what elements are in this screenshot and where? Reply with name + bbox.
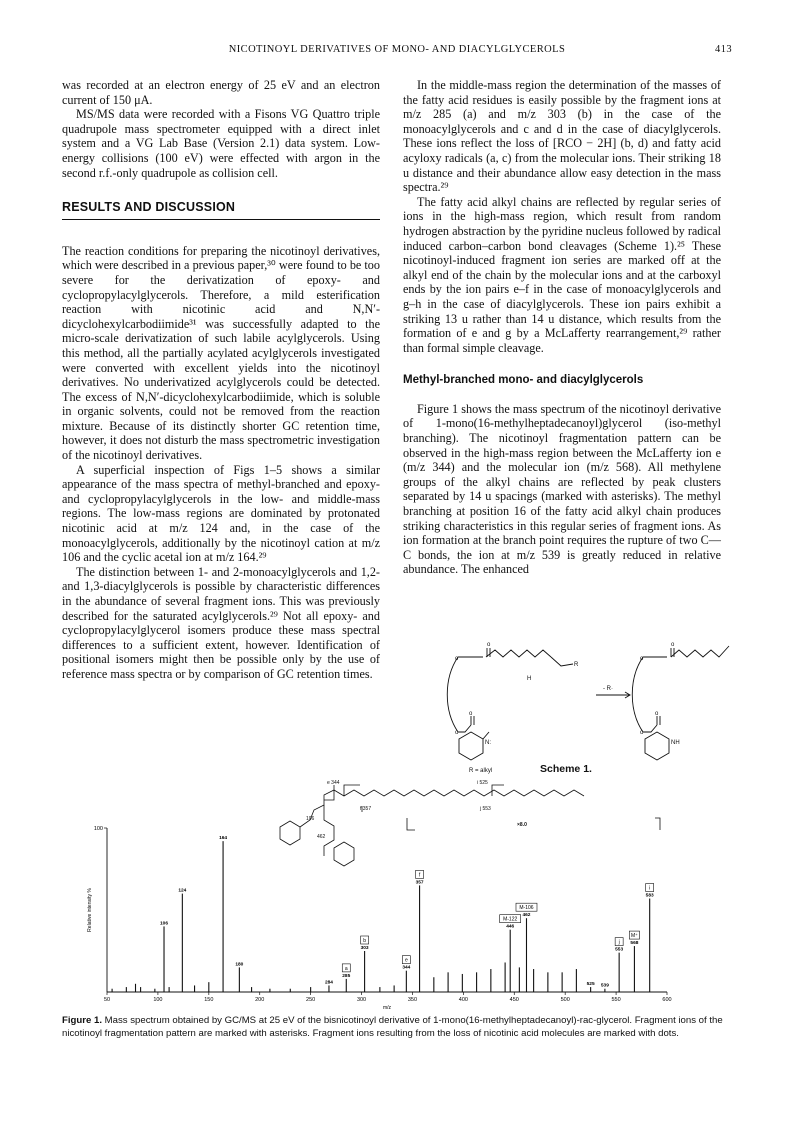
x-tick-label: 450 xyxy=(509,997,519,1003)
alkyl-chain xyxy=(300,790,584,827)
x-tick-label: 550 xyxy=(611,997,621,1003)
section-heading: RESULTS AND DISCUSSION xyxy=(62,200,380,220)
fragment-box-label: M-106 xyxy=(519,905,534,912)
caption-text: Mass spectrum obtained by GC/MS at 25 eV of the bisnicotinoyl derivative of 1-mono(16-methylheptadecanoyl)-rac-glycerol. Fragment ions of the nicotinoyl fragmentation pattern are marked with asterisks. Fragment ions resulting from the loss of nicotinic acid molecules are marked with dots. xyxy=(62,1015,723,1039)
x-axis-label: m/z xyxy=(382,1005,392,1011)
fragment-box-label: M⁺ xyxy=(631,933,638,940)
scheme-1-diagram xyxy=(403,640,733,780)
caption-label: Figure 1. xyxy=(62,1015,102,1026)
ester-left xyxy=(458,716,474,732)
peak-mz-label: 285 xyxy=(342,973,351,979)
left-column xyxy=(62,78,380,682)
pyridine-ring xyxy=(334,842,354,866)
paragraph: The reaction conditions for preparing the nicotinoyl derivatives, which were described in a previous paper,³⁰ were found to be too severe for the derivatization of epoxy- and cyclopropylacylglycerols. Therefore, a mild esterification reaction with nicotinic acid and N,N′-dicyclohexylcarbodiimide³¹ was successfully adapted to the micro-scale derivatization of such labile acylglycerols. Using this method, all the partially acylated acylglycerols investigated were converted with excellent yields into the nicotinoyl derivatives. No underivatized acylglycerols could be detected. The excess of N,N′-dicyclohexylcarbodiimide, which is soluble in organic solvents, could not be removed from the reaction mixture. Because of its distinctly shorter GC retention time, however, it does not disturb the mass spectrometric investigation of the nicotinoyl derivatives. xyxy=(62,243,380,463)
ring-arc-left xyxy=(447,657,458,732)
oxygen-label: o xyxy=(671,642,675,648)
oxygen-label: o xyxy=(640,656,644,662)
arrow-label: - R· xyxy=(603,686,613,692)
x-tick-label: 50 xyxy=(103,997,111,1003)
chart-axes xyxy=(87,826,672,1011)
peak-mz-label: 344 xyxy=(402,965,411,971)
figure-caption xyxy=(62,1015,734,1040)
fragment-label: e 344 xyxy=(327,780,340,786)
fragment-box-label: b xyxy=(363,938,366,944)
peak-mz-label: 525 xyxy=(586,982,595,988)
fragment-box-label: M-122 xyxy=(503,916,518,923)
paragraph: was recorded at an electron energy of 25 eV and an electron current of 150 μA. xyxy=(62,78,380,107)
scheme-caption: Scheme 1. xyxy=(540,763,592,775)
running-header xyxy=(62,44,732,62)
peak-mz-label: 164 xyxy=(219,836,228,842)
y-axis-label: Relative intensity % xyxy=(87,888,93,932)
h-transfer xyxy=(483,732,489,739)
fragment-box-label: j xyxy=(618,939,620,946)
x-tick-label: 150 xyxy=(204,997,214,1003)
x-tick-label: 300 xyxy=(356,997,367,1003)
x-tick-label: 500 xyxy=(560,997,570,1003)
pyridine-ring-right xyxy=(645,732,669,760)
x-tick-label: 100 xyxy=(153,997,163,1003)
x-tick-label: 350 xyxy=(407,997,418,1003)
nh-label: NH xyxy=(671,740,680,746)
fragment-label: 462 xyxy=(317,834,326,840)
peak-mz-label: 357 xyxy=(415,880,424,886)
ring-arc-right xyxy=(632,657,643,732)
peak-mz-label: 284 xyxy=(324,980,333,986)
glycerol-backbone xyxy=(324,805,334,856)
molecule-structure xyxy=(280,785,660,866)
paragraph: A superficial inspection of Figs 1–5 shows a similar appearance of the mass spectra of methyl-branched and epoxy- and cyclopropylacylglycerols in the low- and middle-mass regions. The low-mass regions are dominated by protonated nicotinic acid at m/z 124 and, in the case of the monoacylglycerols, additionally by the nicotinoyl cation at m/z 106 and the cyclic acetal ion at m/z 164.²⁹ xyxy=(62,462,380,565)
running-title: NICOTINOYL DERIVATIVES OF MONO- AND DIACYLGLYCEROLS xyxy=(228,44,566,55)
paragraph: The fatty acid alkyl chains are reflected by regular series of ions in the high-mass region, which result from random hydrogen abstraction by the pyridine nucleus followed by radical induced carbon–carbon bond cleavages (Scheme 1).²⁵ These nicotinoyl-induced fragment ion series are marked off at the alkyl end of the chain by the molecular ions and at the carboxyl ends by the ion pairs e–f in the case of monoacylglycerols and g–h in the case of diacylglycerols. These ion pairs exhibit a striking 13 u rather than 14 u distance, which results from the formation of e and g by a McLafferty rearrangement,²⁹ rather than formal simple cleavage. xyxy=(403,194,721,355)
oxygen-label: o xyxy=(455,730,459,736)
paragraph: Figure 1 shows the mass spectrum of the nicotinoyl derivative of 1-mono(16-methylheptadecanoyl)glycerol (iso-methyl branching). The nicotinoyl fragmentation pattern can be observed in the high-mass region between the McLafferty ion e (m/z 344) and the molecular ion (m/z 568). All methylene groups of the alkyl chains are reflected by peak clusters separated by 14 u spacings (marked with asterisks). The methyl branching at position 16 of the fatty acid alkyl chain produces striking characteristics in this regular series of fragment ions. As ion formation at the branch point requires the rupture of two C—C bonds, the ion at m/z 539 is greatly reduced in relative abundance. The enhanced xyxy=(403,401,721,577)
x-tick-label: 200 xyxy=(255,997,265,1003)
peak-mz-label: 583 xyxy=(645,893,654,899)
fragment-label: i 525 xyxy=(477,780,488,786)
paragraph: MS/MS data were recorded with a Fisons VG Quattro triple quadrupole mass spectrometer equipped with a direct inlet system and a VG Lab Base (Version 2.1) data system. Low-energy collisions (100 eV) were effected with argon in the second r.f.-only quadrupole as collision cell. xyxy=(62,107,380,180)
subsection-heading: Methyl-branched mono- and diacylglycerols xyxy=(403,374,644,387)
mass-spectrum-figure xyxy=(62,780,742,1014)
pyridine-ring xyxy=(280,821,300,845)
peak-mz-label: 124 xyxy=(178,888,187,894)
peak-mz-label: 539 xyxy=(600,983,609,989)
oxygen-label: o xyxy=(655,711,659,717)
ester-right xyxy=(643,716,660,732)
fragment-label: j 553 xyxy=(480,806,491,812)
peak-mz-label: 303 xyxy=(360,946,369,951)
oxygen-label: o xyxy=(455,656,459,662)
peak-mz-label: 106 xyxy=(160,921,169,927)
x-tick-label: 600 xyxy=(662,997,672,1003)
bracket-left xyxy=(407,818,415,830)
magnification-label: ×8.0 xyxy=(517,822,527,828)
fragment-box-label: f xyxy=(418,872,421,879)
chart-peaks xyxy=(112,841,650,992)
n-label: N: xyxy=(485,740,491,746)
y-tick-label: 100 xyxy=(93,826,103,832)
fragment-label: 106 xyxy=(306,816,315,822)
x-tick-label: 250 xyxy=(306,997,316,1003)
peak-mz-label: 568 xyxy=(630,941,639,947)
peak-mz-label: 446 xyxy=(506,924,515,930)
oxygen-label: o xyxy=(640,730,644,736)
pyridine-ring-left xyxy=(459,732,483,760)
peak-mz-label: 180 xyxy=(235,962,244,968)
oxygen-label: o xyxy=(487,642,491,648)
oxygen-label: o xyxy=(469,711,473,717)
fragment-box-label: a xyxy=(344,965,348,972)
peak-mz-label: 553 xyxy=(615,947,624,953)
right-column xyxy=(403,78,721,577)
fragment-box-label: e xyxy=(404,957,408,964)
peak-mz-label: 462 xyxy=(522,913,531,919)
paragraph: In the middle-mass region the determination of the masses of the fatty acid residues is easily possible by the fragment ions at m/z 285 (a) and m/z 303 (b) in the case of the monoacylglycerols and c and d in the case of diacylglycerols. These ions reflect the loss of [RCO − 2H] (b, d) and fatty acid acyloxy radicals (a, c) from the molecular ions. Their striking 18 u distance and their abundance allow easy detection in the mass spectra.²⁹ xyxy=(403,78,721,195)
h-label: H xyxy=(527,676,532,682)
chart-labels xyxy=(160,835,654,989)
fragment-label: f 357 xyxy=(360,806,372,812)
bracket-right xyxy=(655,818,660,830)
x-tick-label: 400 xyxy=(458,997,468,1003)
acyl-chain-right xyxy=(643,646,729,657)
acyl-chain-left xyxy=(458,650,551,657)
paragraph: The distinction between 1- and 2-monoacylglycerols and 1,2- and 1,3-diacylglycerols is possible by characteristic differences in the abundance of several fragment ions. This was previously described for the saturated acylglycerols.²⁹ Not all epoxy- and cyclopropylacylglycerol isomers produce these mass spectral differences to a sufficient extent, however. Identification of positional isomers might then be possible only by the use of reference mass spectra or by comparison of GC retention times. xyxy=(62,564,380,681)
fragment-box-label: i xyxy=(649,885,651,892)
branch-r-bond xyxy=(551,657,573,666)
page-number: 413 xyxy=(715,44,732,55)
r-definition: R = alkyl xyxy=(469,768,493,774)
r-label: R xyxy=(574,662,579,668)
